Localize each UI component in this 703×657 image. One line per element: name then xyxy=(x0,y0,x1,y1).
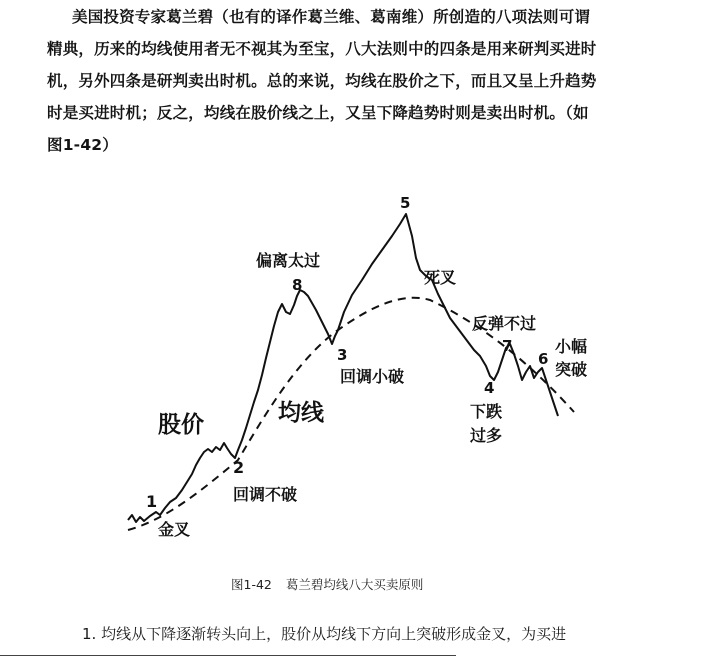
intro-paragraph-line: 时是买进时机；反之，均线在股价线之上，又呈下降趋势时则是卖出时机。（如 xyxy=(47,104,589,122)
intro-paragraph-line: 美国投资专家葛兰碧（也有的译作葛兰维、葛南维）所创造的八项法则可谓 xyxy=(72,8,591,26)
figure-caption xyxy=(231,575,423,593)
figure-caption-number: 图1-42 xyxy=(231,577,272,592)
point-2-label: 2 xyxy=(233,458,245,477)
point-4-label: 4 xyxy=(484,379,495,397)
rebound-short-label: 反弹不过 xyxy=(472,314,537,333)
point-7-label: 7 xyxy=(502,337,513,355)
point-5-label: 5 xyxy=(400,194,411,212)
point-6-label: 6 xyxy=(538,350,549,368)
intro-paragraph-line: 机，另外四条是研判卖出时机。总的来说，均线在股价之下，而且又呈上升趋势 xyxy=(47,72,597,90)
golden-cross-label: 金叉 xyxy=(158,520,191,539)
point-3-label: 3 xyxy=(337,346,348,364)
pullback-small-break-label: 回调小破 xyxy=(340,367,405,386)
small-breakout-label-line1: 小幅 xyxy=(555,337,588,356)
intro-paragraph-line: 图1-42） xyxy=(47,136,118,154)
deviation-too-far-label: 偏离太过 xyxy=(256,251,321,270)
death-cross-label: 死叉 xyxy=(424,268,457,287)
page-bottom-rule xyxy=(0,655,456,656)
point-1-label: 1 xyxy=(146,492,158,511)
point-8-label: 8 xyxy=(292,276,303,294)
drop-too-much-label-line1: 下跌 xyxy=(470,402,503,421)
figure-caption-title: 葛兰碧均线八大买卖原则 xyxy=(285,577,424,592)
rule-1-paragraph: 1. 均线从下降逐渐转头向上，股价从均线下方向上突破形成金叉，为买进 xyxy=(82,625,567,643)
moving-average-label: 均线 xyxy=(278,400,324,426)
pullback-unbroken-label: 回调不破 xyxy=(233,485,298,504)
price-label: 股价 xyxy=(158,412,204,438)
drop-too-much-label-line2: 过多 xyxy=(470,426,503,445)
intro-paragraph-line: 精典，历来的均线使用者无不视其为至宝，八大法则中的四条是用来研判买进时 xyxy=(47,40,597,58)
small-breakout-label-line2: 突破 xyxy=(555,360,588,379)
